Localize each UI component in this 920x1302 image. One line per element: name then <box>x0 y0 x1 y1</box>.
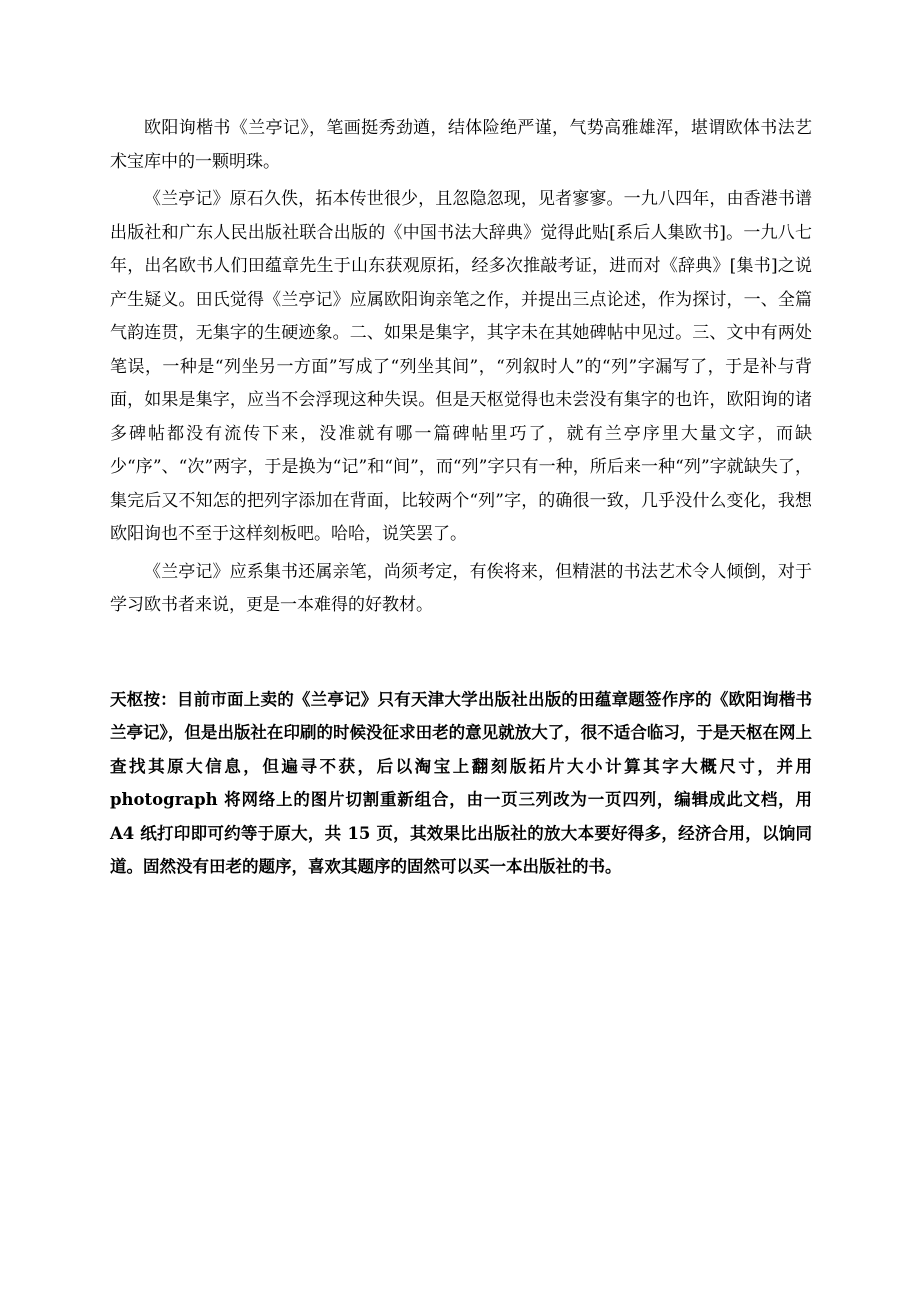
intro-paragraph: 欧阳询楷书《兰亭记》，笔画挺秀劲遒，结体险绝严谨，气势高雅雄浑，堪谓欧体书法艺术宝库中的一颗明珠。 <box>110 118 812 172</box>
conclusion-paragraph: 《兰亭记》应系集书还属亲笔，尚须考定，有俟将来，但精湛的书法艺术令人倾倒，对于学习欧书者来说，更是一本难得的好教材。 <box>110 561 812 615</box>
history-paragraph: 《兰亭记》原石久佚，拓本传世很少，且忽隐忽现，见者寥寥。一九八四年，由香港书谱出版社和广东人民出版社联合出版的《中国书法大辞典》觉得此贴[系后人集欧书]。一九八七年，出名欧书人们田蕴章先生于山东获观原拓，经多次推敲考证，进而对《辞典》[集书]之说产生疑义。田氏觉得《兰亭记》应属欧阳询亲笔之作，并提出三点论述，作为探讨，一、全篇气韵连贯，无集字的生硬迹象。二、如果是集字，其字未在其她碑帖中见过。三、文中有两处笔误，一种是“列坐另一方面”写成了“列坐其间”，“列叙时人”的“列”字漏写了，于是补与背面，如果是集字，应当不会浮现这种失误。但是天枢觉得也未尝没有集字的也许，欧阳询的诸多碑帖都没有流传下来，没准就有哪一篇碑帖里巧了，就有兰亭序里大量文字，而缺少“序”、“次”两字，于是换为“记”和“间”，而“列”字只有一种，所后来一种“列”字就缺失了，集完后又不知怎的把列字添加在背面，比较两个“列”字，的确很一致，几乎没什么变化，我想欧阳询也不至于这样刻板吧。哈哈，说笑罢了。 <box>110 189 812 544</box>
editor-note: 天枢按：目前市面上卖的《兰亭记》只有天津大学出版社出版的田蕴章题签作序的《欧阳询楷书兰亭记》，但是出版社在印刷的时候没征求田老的意见就放大了，很不适合临习，于是天枢在网上查找其原大信息，但遍寻不获，后以淘宝上翻刻版拓片大小计算其字大概尺寸，并用 photograph 将网络上的图片切割重新组合，由一页三列改为一页四列，编辑成此文档，用 A4 纸打印即可约等于原大，共 15 页，其效果比出版社的放大本要好得多，经济合用，以饷同道。固然没有田老的题序，喜欢其题序的固然可以买一本出版社的书。 <box>110 689 812 876</box>
